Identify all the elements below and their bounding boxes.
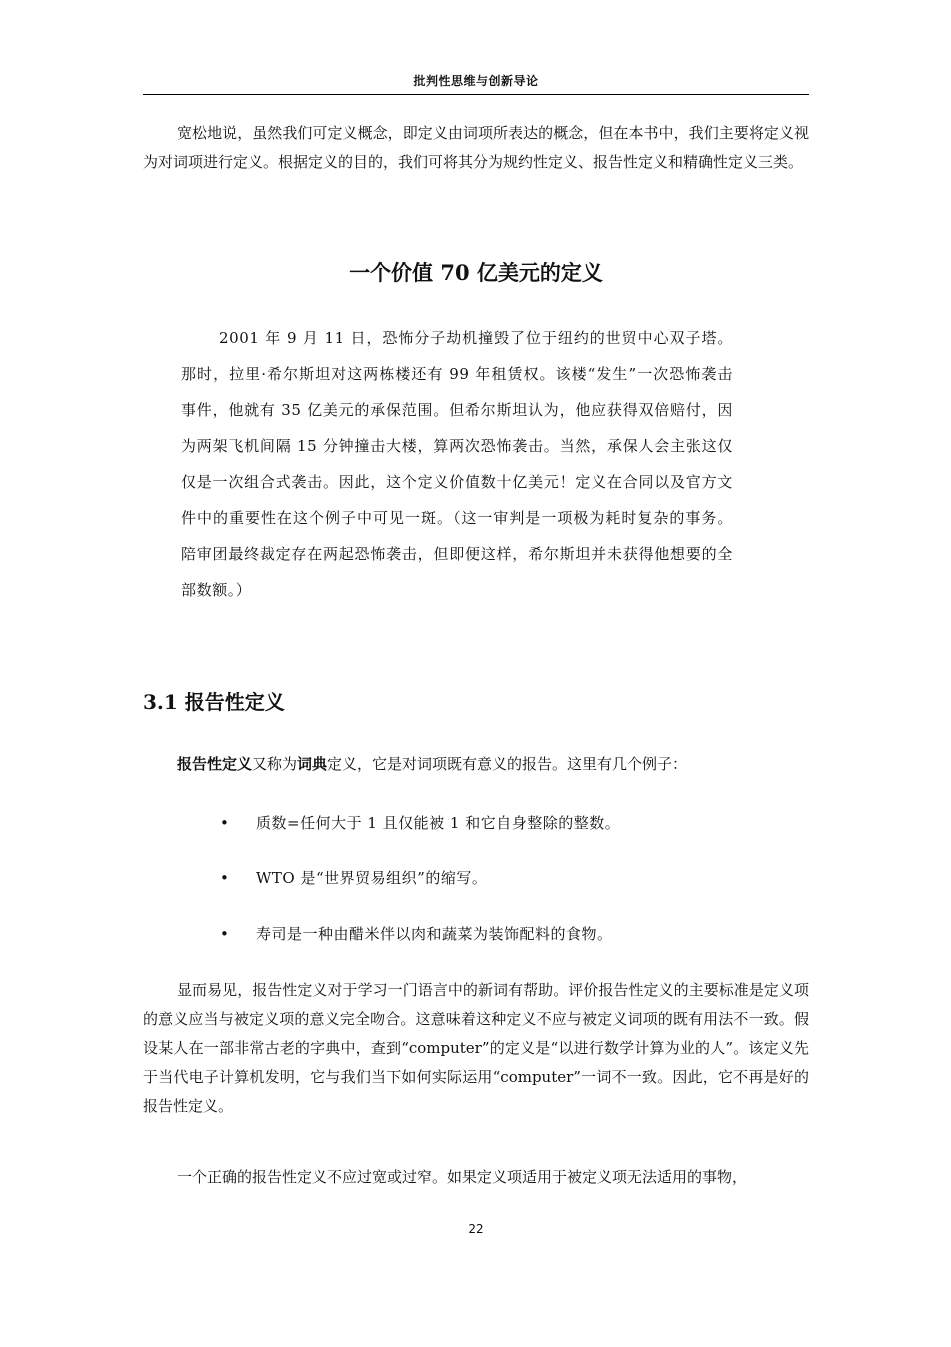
intro-connector: 又称为 [252, 755, 298, 773]
section-heading: 3.1 报告性定义 [143, 690, 285, 714]
bullet-icon: • [220, 925, 230, 943]
bullet-icon: • [220, 814, 230, 832]
paragraph-continuation: 一个正确的报告性定义不应过宽或过窄。如果定义项适用于被定义项无法适用的事物， [177, 1168, 748, 1186]
term-dictionary: 词典 [297, 755, 328, 773]
running-header: 批判性思维与创新导论 [413, 74, 539, 88]
box-quote-text: 2001 年 9 月 11 日，恐怖分子劫机撞毁了位于纽约的世贸中心双子塔。那时，拉里·希尔斯坦对这两栋楼还有 99 年租赁权。该楼“发生”一次恐怖袭击事件，他就有 35 亿美元的承保范围。但希尔斯坦认为，他应获得双倍赔付，因为两架飞机间隔 15 分钟撞击大楼，算两次恐怖袭击。当然，承保人会主张这仅仅是一次组合式袭击。因此，这个定义价值数十亿美元！定义在合同以及官方文件中的重要性在这个例子中可见一斑。（这一审判是一项极为耗时复杂的事务。陪审团最终裁定存在两起恐怖袭击，但即便这样，希尔斯坦并未获得他想要的全部数额。） [181, 329, 733, 599]
paragraph-intro: 宽松地说，虽然我们可定义概念，即定义由词项所表达的概念，但在本书中，我们主要将定义视为对词项进行定义。根据定义的目的，我们可将其分为规约性定义、报告性定义和精确性定义三类。 [143, 124, 809, 171]
intro-rest: 定义，它是对词项既有意义的报告。这里有几个例子： [327, 755, 688, 773]
bullet-icon: • [220, 869, 230, 887]
list-item-text: 质数=任何大于 1 且仅能被 1 和它自身整除的整数。 [256, 814, 621, 832]
term-reportive-definition: 报告性定义 [177, 755, 253, 773]
section-intro [177, 752, 687, 776]
paragraph-evaluation: 显而易见，报告性定义对于学习一门语言中的新词有帮助。评价报告性定义的主要标准是定义项的意义应当与被定义项的意义完全吻合。这意味着这种定义不应与被定义词项的既有用法不一致。假设某人在一部非常古老的字典中，查到“computer”的定义是“以进行数学计算为业的人”。该定义先于当代电子计算机发明，它与我们当下如何实际运用“computer”一词不一致。因此，它不再是好的报告性定义。 [143, 981, 809, 1115]
page-number: 22 [468, 1222, 484, 1236]
list-item-text: WTO 是“世界贸易组织”的缩写。 [256, 869, 488, 887]
header-rule [143, 94, 809, 95]
box-title: 一个价值 70 亿美元的定义 [349, 260, 603, 285]
list-item-text: 寿司是一种由醋米伴以肉和蔬菜为装饰配料的食物。 [256, 925, 613, 943]
